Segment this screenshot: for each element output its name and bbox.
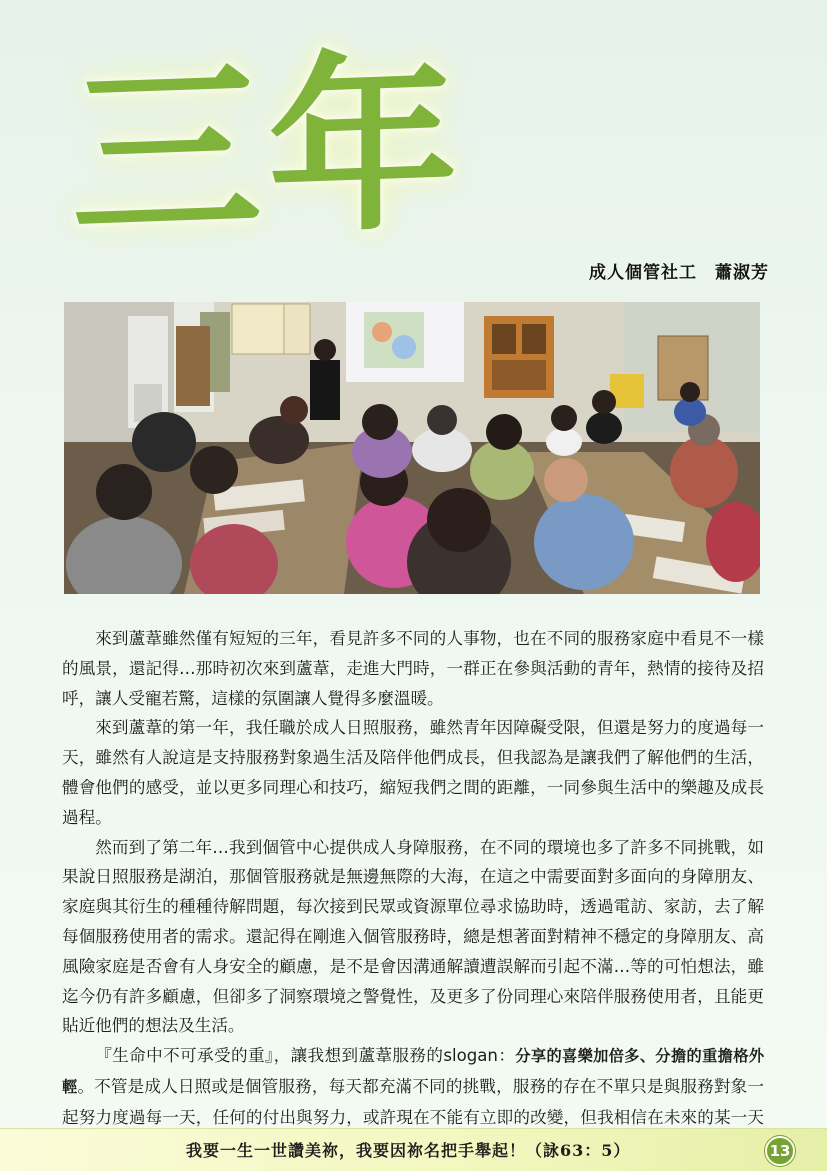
page-title: 三年 (72, 32, 465, 267)
author-byline: 成人個管社工 蕭淑芳 (589, 263, 769, 283)
group-meeting-photo (64, 302, 760, 594)
page-number-badge: 13 (765, 1136, 795, 1166)
article-body (62, 624, 764, 1162)
paragraph-2: 來到蘆葦的第一年，我任職於成人日照服務，雖然青年因障礙受限，但還是努力的度過每一天，雖然有人說這是支持服務對象過生活及陪伴他們成長，但我認為是讓我們了解他們的生活，體會他們的感受，並以更多同理心和技巧，縮短我們之間的距離，一同參與生活中的樂趣及成長過程。 (62, 718, 764, 827)
slogan-text: 分享的喜樂加倍多、分擔的重擔格外輕 (62, 1047, 765, 1096)
footer-verse: 我要一生一世讚美祢，我要因祢名把手舉起！（詠63：5） (186, 1141, 631, 1160)
paragraph-4-rest: 。不管是成人日照或是個管服務，每天都充滿不同的挑戰，服務的存在不單只是與服務對象一起努力度過每一天，任何的付出與努力，或許現在不能有立即的改變，但我相信在未來的某一天 (62, 1076, 765, 1127)
page-footer (0, 1128, 827, 1171)
paragraph-1: 來到蘆葦雖然僅有短短的三年，看見許多不同的人事物，也在不同的服務家庭中看見不一樣的風景，還記得…那時初次來到蘆葦，走進大門時，一群正在參與活動的青年，熱情的接待及招呼，讓人受寵若驚，這樣的氛圍讓人覺得多麼溫暖。 (62, 629, 764, 708)
paragraph-4-lead: 『生命中不可承受的重』，讓我想到蘆葦服務的slogan： (95, 1046, 516, 1066)
paragraph-3: 然而到了第二年…我到個管中心提供成人身障服務，在不同的環境也多了許多不同挑戰，如果說日照服務是湖泊，那個管服務就是無邊無際的大海，在這之中需要面對多面向的身障朋友、家庭與其衍生的種種待解問題，每次接到民眾或資源單位尋求協助時，透過電訪、家訪，去了解每個服務使用者的需求。還記得在剛進入個管服務時，總是想著面對精神不穩定的身障朋友、高風險家庭是否會有人身安全的顧慮，是不是會因溝通解讀遭誤解而引起不滿…等的可怕想法，雖迄今仍有許多顧慮，但卻多了洞察環境之警覺性，及更多了份同理心來陪伴服務使用者，且能更貼近他們的想法及生活。 (62, 837, 764, 1036)
